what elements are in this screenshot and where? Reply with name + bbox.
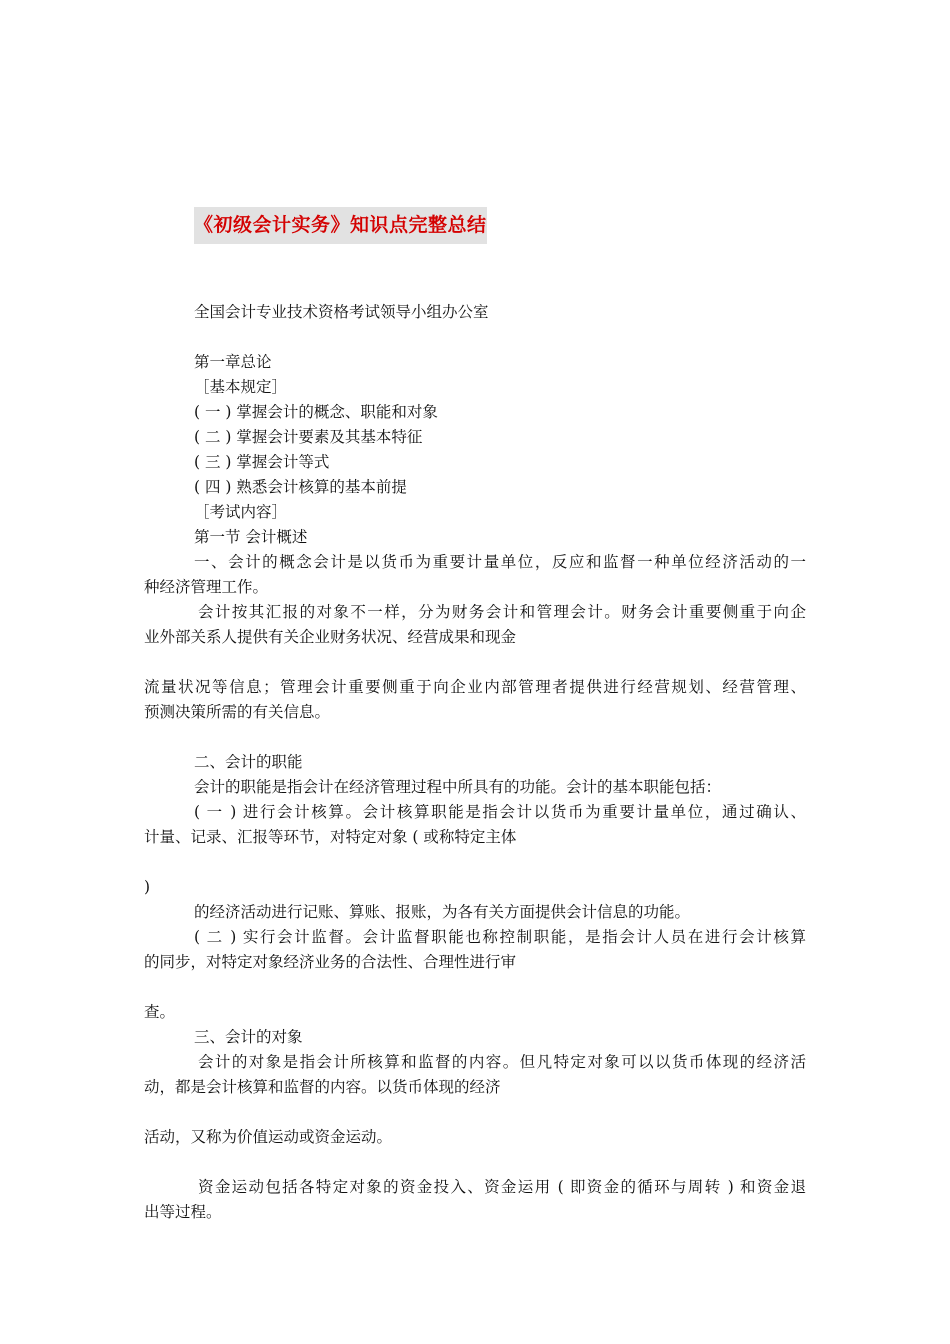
paragraph-line: 流量状况等信息；管理会计重要侧重于向企业内部管理者提供进行经营规划、经营管理、: [144, 678, 806, 696]
section-heading: 第一节 会计概述: [194, 528, 308, 546]
paragraph-line: 会计按其汇报的对象不一样，分为财务会计和管理会计。财务会计重要侧重于向企: [198, 603, 806, 621]
paragraph-line: 资金运动包括各特定对象的资金投入、资金运用 ( 即资金的循环与周转 ) 和资金退: [198, 1178, 806, 1196]
exam-content-heading: ［考试内容］: [194, 503, 288, 521]
organization-line: 全国会计专业技术资格考试领导小组办公室: [194, 303, 489, 321]
rule-item: ( 二 ) 掌握会计要素及其基本特征: [194, 428, 423, 446]
paragraph-line: 计量、记录、汇报等环节，对特定对象 ( 或称特定主体: [144, 828, 517, 846]
paragraph-line: 一、会计的概念会计是以货币为重要计量单位，反应和监督一种单位经济活动的一: [194, 553, 806, 571]
rule-item: ( 一 ) 掌握会计的概念、职能和对象: [194, 403, 438, 421]
paragraph-line: 查。: [144, 1003, 176, 1021]
document-title: 《初级会计实务》知识点完整总结: [194, 207, 487, 244]
rule-item: ( 四 ) 熟悉会计核算的基本前提: [194, 478, 407, 496]
chapter-heading: 第一章总论: [194, 353, 272, 371]
basic-rules-heading: ［基本规定］: [194, 378, 288, 396]
paragraph-line: 的同步，对特定对象经济业务的合法性、合理性进行审: [144, 953, 517, 971]
paragraph-line: ( 一 ) 进行会计核算。会计核算职能是指会计以货币为重要计量单位，通过确认、: [194, 803, 806, 821]
section-heading: 三、会计的对象: [194, 1028, 303, 1046]
paragraph-line: ): [144, 878, 151, 896]
paragraph-line: ( 二 ) 实行会计监督。会计监督职能也称控制职能，是指会计人员在进行会计核算: [194, 928, 806, 946]
paragraph-line: 会计的对象是指会计所核算和监督的内容。但凡特定对象可以以货币体现的经济活: [198, 1053, 806, 1071]
paragraph-line: 种经济管理工作。: [144, 578, 269, 596]
paragraph-line: 业外部关系人提供有关企业财务状况、经营成果和现金: [144, 628, 517, 646]
paragraph-line: 的经济活动进行记账、算账、报账，为各有关方面提供会计信息的功能。: [194, 903, 691, 921]
paragraph-line: 会计的职能是指会计在经济管理过程中所具有的功能。会计的基本职能包括：: [194, 778, 722, 796]
paragraph-line: 动，都是会计核算和监督的内容。以货币体现的经济: [144, 1078, 501, 1096]
rule-item: ( 三 ) 掌握会计等式: [194, 453, 330, 471]
paragraph-line: 活动，又称为价值运动或资金运动。: [144, 1128, 393, 1146]
paragraph-line: 出等过程。: [144, 1203, 222, 1221]
paragraph-line: 预测决策所需的有关信息。: [144, 703, 331, 721]
section-heading: 二、会计的职能: [194, 753, 303, 771]
